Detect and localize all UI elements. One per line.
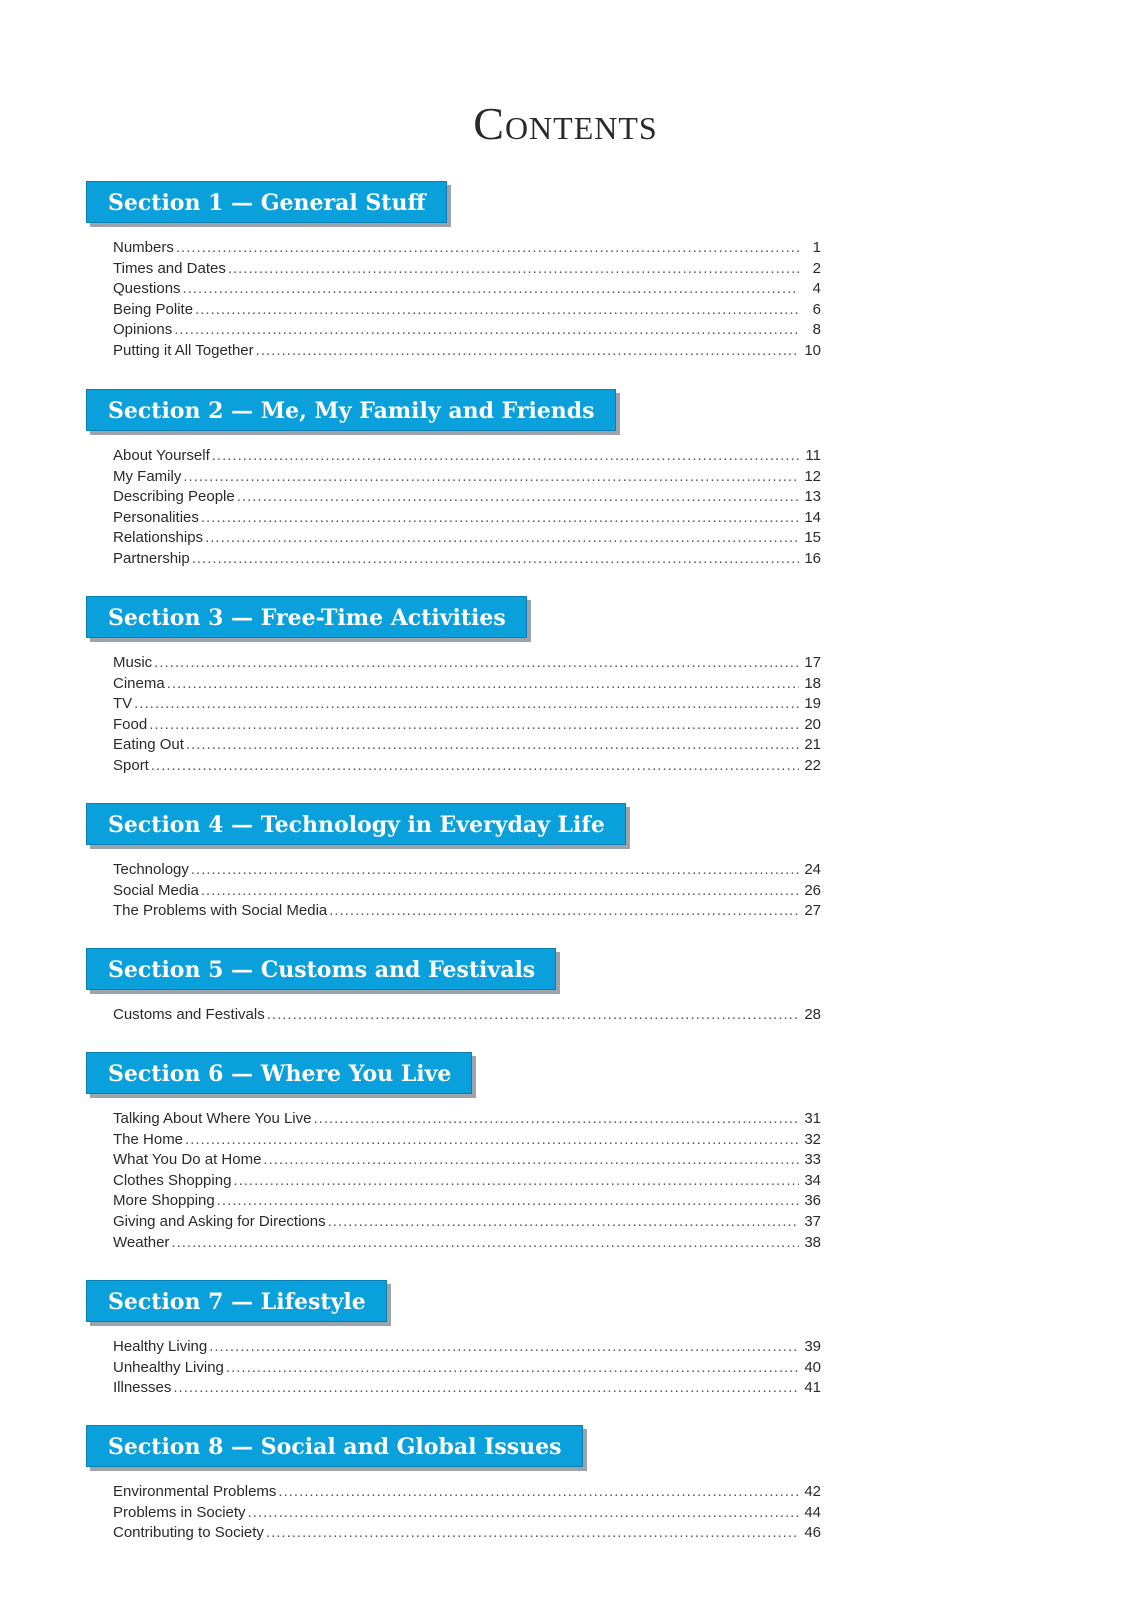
entry-page-number: 13 — [804, 488, 821, 506]
entry-label: Illnesses — [113, 1379, 172, 1397]
dot-leader — [233, 1171, 799, 1192]
section-7-header: Section 7 — Lifestyle — [86, 1280, 387, 1322]
toc-entry[interactable] — [113, 528, 821, 549]
entry-label: Talking About Where You Live — [113, 1110, 312, 1127]
dot-leader — [186, 735, 799, 756]
entry-label: Questions — [113, 280, 181, 298]
toc-entry[interactable] — [113, 1109, 821, 1130]
entry-page-number: 28 — [804, 1006, 821, 1023]
entry-page-number: 36 — [804, 1192, 821, 1210]
toc-entry[interactable] — [113, 238, 821, 259]
entry-label: Weather — [113, 1233, 170, 1251]
entry-label: About Yourself — [113, 447, 210, 464]
dot-leader — [174, 320, 799, 341]
toc-entry[interactable] — [113, 341, 821, 362]
toc-entry[interactable] — [113, 756, 821, 777]
entry-label: Cinema — [113, 674, 165, 692]
toc-entry[interactable] — [113, 860, 821, 881]
entry-label: Partnership — [113, 549, 190, 567]
dot-leader — [167, 674, 799, 695]
dot-leader — [205, 528, 799, 549]
dot-leader — [313, 1109, 799, 1130]
toc-entry[interactable] — [113, 320, 821, 341]
entry-label: Unhealthy Living — [113, 1358, 224, 1376]
entry-page-number: 42 — [804, 1483, 821, 1500]
entry-label: More Shopping — [113, 1192, 215, 1210]
entry-label: Personalities — [113, 508, 199, 526]
dot-leader — [329, 901, 799, 922]
dot-leader — [267, 1005, 799, 1026]
entry-label: Contributing to Society — [113, 1524, 264, 1542]
entry-page-number: 31 — [804, 1110, 821, 1127]
section-8-list — [113, 1482, 821, 1544]
toc-entry[interactable] — [113, 259, 821, 280]
toc-entry[interactable] — [113, 446, 821, 467]
toc-entry[interactable] — [113, 674, 821, 695]
entry-page-number: 37 — [804, 1212, 821, 1230]
section-4-header: Section 4 — Technology in Everyday Life — [86, 803, 626, 845]
entry-page-number: 24 — [804, 861, 821, 878]
entry-label: Clothes Shopping — [113, 1171, 232, 1189]
entry-label: Healthy Living — [113, 1338, 208, 1355]
dot-leader — [185, 1130, 799, 1151]
toc-entry[interactable] — [113, 487, 821, 508]
toc-entry[interactable] — [113, 300, 821, 321]
section-7-list — [113, 1337, 821, 1399]
dot-leader — [183, 279, 799, 300]
toc-entry[interactable] — [113, 508, 821, 529]
toc-entry[interactable] — [113, 715, 821, 736]
toc-entry[interactable] — [113, 653, 821, 674]
entry-page-number: 44 — [804, 1503, 821, 1521]
entry-label: Social Media — [113, 881, 199, 899]
entry-label: Times and Dates — [113, 259, 226, 277]
section-6-header: Section 6 — Where You Live — [86, 1052, 472, 1094]
entry-page-number: 46 — [804, 1524, 821, 1542]
dot-leader — [263, 1150, 799, 1171]
dot-leader — [256, 341, 799, 362]
entry-page-number: 17 — [804, 654, 821, 671]
dot-leader — [201, 881, 799, 902]
dot-leader — [278, 1482, 799, 1503]
toc-entry[interactable] — [113, 735, 821, 756]
entry-label: Problems in Society — [113, 1503, 246, 1521]
dot-leader — [176, 238, 799, 259]
entry-label: Food — [113, 715, 148, 733]
dot-leader — [173, 1378, 799, 1399]
toc-entry[interactable] — [113, 1171, 821, 1192]
section-3-list — [113, 653, 821, 777]
page-title: Contents — [473, 98, 658, 149]
entry-label: Numbers — [113, 239, 174, 256]
entry-page-number: 12 — [804, 467, 821, 485]
dot-leader — [201, 508, 799, 529]
dot-leader — [212, 446, 799, 467]
entry-label: Sport — [113, 756, 149, 774]
toc-entry[interactable] — [113, 1503, 821, 1524]
toc-entry[interactable] — [113, 881, 821, 902]
dot-leader — [191, 860, 799, 881]
entry-page-number: 15 — [804, 529, 821, 547]
entry-label: Opinions — [113, 321, 173, 339]
entry-page-number: 1 — [812, 239, 821, 256]
entry-page-number: 14 — [804, 508, 821, 526]
dot-leader — [248, 1503, 799, 1524]
section-6-list — [113, 1109, 821, 1253]
dot-leader — [209, 1337, 799, 1358]
entry-page-number: 6 — [812, 300, 821, 318]
dot-leader — [195, 300, 799, 321]
toc-entry[interactable] — [113, 1212, 821, 1233]
entry-page-number: 21 — [804, 736, 821, 754]
entry-page-number: 16 — [804, 549, 821, 567]
toc-entry[interactable] — [113, 549, 821, 570]
entry-page-number: 8 — [812, 321, 821, 339]
entry-page-number: 22 — [804, 756, 821, 774]
toc-entry[interactable] — [113, 467, 821, 488]
dot-leader — [237, 487, 799, 508]
toc-entry[interactable] — [113, 1233, 821, 1254]
entry-label: Technology — [113, 861, 189, 878]
section-4-list — [113, 860, 821, 922]
entry-label: What You Do at Home — [113, 1151, 262, 1169]
entry-label: Putting it All Together — [113, 341, 254, 359]
section-3-header: Section 3 — Free-Time Activities — [86, 596, 527, 638]
entry-label: My Family — [113, 467, 182, 485]
entry-label: Giving and Asking for Directions — [113, 1212, 326, 1230]
entry-label: Being Polite — [113, 300, 194, 318]
dot-leader — [183, 467, 799, 488]
entry-page-number: 4 — [812, 280, 821, 298]
entry-label: The Home — [113, 1130, 184, 1148]
entry-page-number: 27 — [804, 902, 821, 920]
section-2-header: Section 2 — Me, My Family and Friends — [86, 389, 616, 431]
toc-entry[interactable] — [113, 1191, 821, 1212]
dot-leader — [328, 1212, 799, 1233]
entry-label: Eating Out — [113, 736, 184, 754]
toc-entry[interactable] — [113, 1337, 821, 1358]
toc-entry[interactable] — [113, 1482, 821, 1503]
entry-page-number: 33 — [804, 1151, 821, 1169]
dot-leader — [134, 694, 799, 715]
entry-page-number: 2 — [812, 259, 821, 277]
section-5-list — [113, 1005, 821, 1026]
section-1-header: Section 1 — General Stuff — [86, 181, 447, 223]
entry-page-number: 11 — [805, 447, 821, 464]
dot-leader — [154, 653, 799, 674]
entry-label: Describing People — [113, 488, 235, 506]
dot-leader — [217, 1191, 799, 1212]
dot-leader — [228, 259, 799, 280]
entry-page-number: 38 — [804, 1233, 821, 1251]
dot-leader — [149, 715, 799, 736]
entry-label: The Problems with Social Media — [113, 902, 328, 920]
toc-entry[interactable] — [113, 1005, 821, 1026]
toc-entry[interactable] — [113, 694, 821, 715]
toc-entry[interactable] — [113, 1378, 821, 1399]
entry-page-number: 10 — [804, 341, 821, 359]
toc-entry[interactable] — [113, 1150, 821, 1171]
entry-page-number: 41 — [804, 1379, 821, 1397]
toc-entry[interactable] — [113, 1130, 821, 1151]
dot-leader — [192, 549, 799, 570]
section-2-list — [113, 446, 821, 570]
entry-page-number: 26 — [804, 881, 821, 899]
section-1-list — [113, 238, 821, 362]
entry-label: Customs and Festivals — [113, 1006, 265, 1023]
entry-page-number: 40 — [804, 1358, 821, 1376]
dot-leader — [226, 1358, 799, 1379]
entry-page-number: 19 — [804, 695, 821, 713]
toc-entry[interactable] — [113, 279, 821, 300]
entry-page-number: 34 — [804, 1171, 821, 1189]
toc-entry[interactable] — [113, 901, 821, 922]
entry-label: Music — [113, 654, 153, 671]
entry-label: TV — [113, 695, 133, 713]
entry-page-number: 32 — [804, 1130, 821, 1148]
toc-entry[interactable] — [113, 1523, 821, 1544]
section-5-header: Section 5 — Customs and Festivals — [86, 948, 556, 990]
entry-page-number: 18 — [804, 674, 821, 692]
dot-leader — [266, 1523, 799, 1544]
dot-leader — [171, 1233, 799, 1254]
entry-label: Relationships — [113, 529, 204, 547]
entry-page-number: 20 — [804, 715, 821, 733]
entry-page-number: 39 — [804, 1338, 821, 1355]
section-8-header: Section 8 — Social and Global Issues — [86, 1425, 583, 1467]
entry-label: Environmental Problems — [113, 1483, 277, 1500]
dot-leader — [151, 756, 799, 777]
toc-entry[interactable] — [113, 1358, 821, 1379]
